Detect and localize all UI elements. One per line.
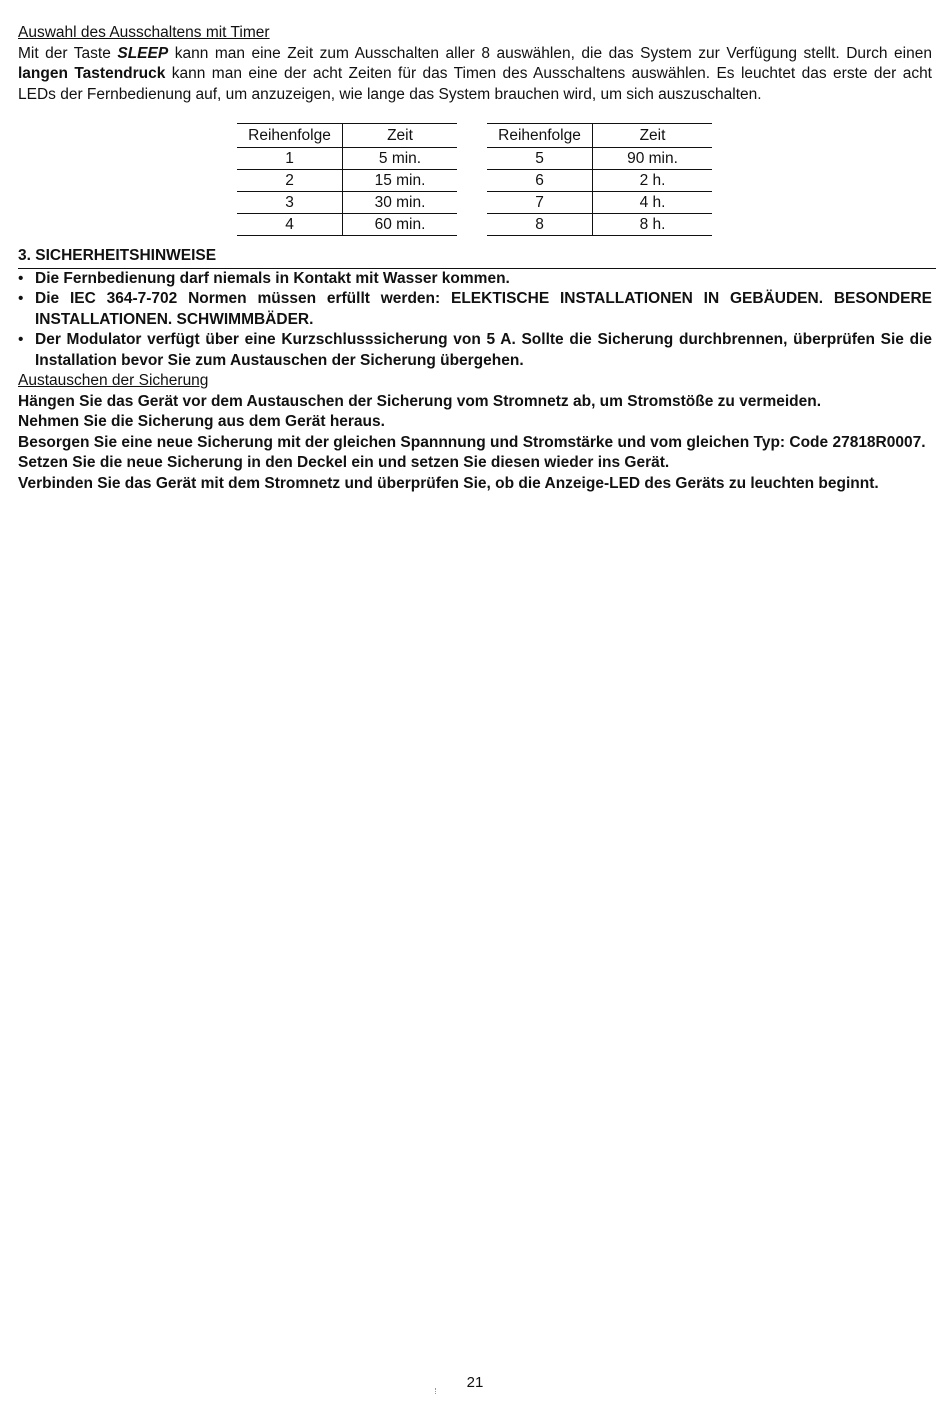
time-cell: 2 h. xyxy=(593,170,713,192)
safety-title: 3. SICHERHEITSHINWEISE xyxy=(18,246,936,269)
col-header-order: Reihenfolge xyxy=(237,124,343,148)
page-number: 21 xyxy=(466,1374,484,1391)
table-row xyxy=(487,170,712,192)
sleep-table-right xyxy=(487,123,712,236)
time-cell: 90 min. xyxy=(593,148,713,170)
timer-heading: Auswahl des Ausschaltens mit Timer xyxy=(18,24,270,41)
time-cell: 30 min. xyxy=(343,192,458,214)
safety-bullet-list xyxy=(18,269,932,372)
intro-text-b: kann man eine Zeit zum Ausschalten aller 8 auswählen, die das System zur Verfügung stellt. Durch einen xyxy=(168,44,932,62)
order-cell: 1 xyxy=(237,148,343,170)
order-cell: 5 xyxy=(487,148,593,170)
table-row xyxy=(237,148,457,170)
fuse-heading: Austauschen der Sicherung xyxy=(18,372,209,389)
sleep-key-label: SLEEP xyxy=(117,44,169,62)
fuse-step: Hängen Sie das Gerät vor dem Austauschen der Sicherung vom Stromnetz ab, um Stromstöße zu vermeiden. xyxy=(18,392,822,410)
col-header-time: Zeit xyxy=(593,124,713,148)
col-header-time: Zeit xyxy=(343,124,458,148)
table-row xyxy=(237,192,457,214)
fuse-step: Verbinden Sie das Gerät mit dem Stromnetz und überprüfen Sie, ob die Anzeige-LED des Geräts zu leuchten beginnt. xyxy=(18,474,879,492)
table-row xyxy=(237,214,457,236)
order-cell: 4 xyxy=(237,214,343,236)
time-cell: 4 h. xyxy=(593,192,713,214)
order-cell: 7 xyxy=(487,192,593,214)
col-header-order: Reihenfolge xyxy=(487,124,593,148)
intro-text-c: kann man eine der acht Zeiten für das Timen des Ausschaltens auswählen. Es leuchtet das erste der acht LEDs der Fernbedienung auf, um anzuzeigen, wie lange das System brauchen wird, um sich auszuschalten. xyxy=(18,65,932,103)
bullet-text: Die IEC 364-7-702 Normen müssen erfüllt werden: ELEKTISCHE INSTALLATIONEN IN GEBÄUDEN. BESONDERE INSTALLATIONEN. SCHWIMMBÄDER. xyxy=(35,290,932,328)
list-item xyxy=(18,330,932,371)
table-header-row xyxy=(487,124,712,148)
bullet-icon: • xyxy=(18,269,24,287)
time-cell: 15 min. xyxy=(343,170,458,192)
order-cell: 3 xyxy=(237,192,343,214)
table-row xyxy=(487,192,712,214)
safety-section xyxy=(18,246,936,494)
order-cell: 2 xyxy=(237,170,343,192)
order-cell: 6 xyxy=(487,170,593,192)
fuse-replacement xyxy=(18,371,932,494)
list-item xyxy=(18,269,932,290)
fuse-step: Nehmen Sie die Sicherung aus dem Gerät heraus. xyxy=(18,413,385,430)
table-header-row xyxy=(237,124,457,148)
sleep-timer-tables xyxy=(237,123,715,236)
fuse-step: Besorgen Sie eine neue Sicherung mit der gleichen Spannnung und Stromstärke und vom gleichen Typ: Code 27818R0007. xyxy=(18,433,926,451)
table-row xyxy=(487,148,712,170)
order-cell: 8 xyxy=(487,214,593,236)
time-cell: 60 min. xyxy=(343,214,458,236)
bullet-icon: • xyxy=(18,331,24,348)
fuse-step: Setzen Sie die neue Sicherung in den Deckel ein und setzen Sie diesen wieder ins Gerät. xyxy=(18,454,670,471)
intro-text-a: Mit der Taste xyxy=(18,44,118,62)
table-row xyxy=(237,170,457,192)
timer-section xyxy=(18,23,932,105)
bullet-text: Der Modulator verfügt über eine Kurzschlusssicherung von 5 A. Sollte die Sicherung durchbrennen, überprüfen Sie die Installation bevor Sie zum Austauschen der Sicherung übergehen. xyxy=(35,331,932,369)
list-item xyxy=(18,289,932,330)
sleep-table-left xyxy=(237,123,457,236)
time-cell: 8 h. xyxy=(593,214,713,236)
bullet-text: Die Fernbedienung darf niemals in Kontakt mit Wasser kommen. xyxy=(35,269,510,287)
scan-mark xyxy=(435,1388,437,1394)
table-row xyxy=(487,214,712,236)
long-press-label: langen Tastendruck xyxy=(18,65,166,82)
time-cell: 5 min. xyxy=(343,148,458,170)
timer-intro-paragraph xyxy=(18,44,932,106)
bullet-icon: • xyxy=(18,290,24,307)
